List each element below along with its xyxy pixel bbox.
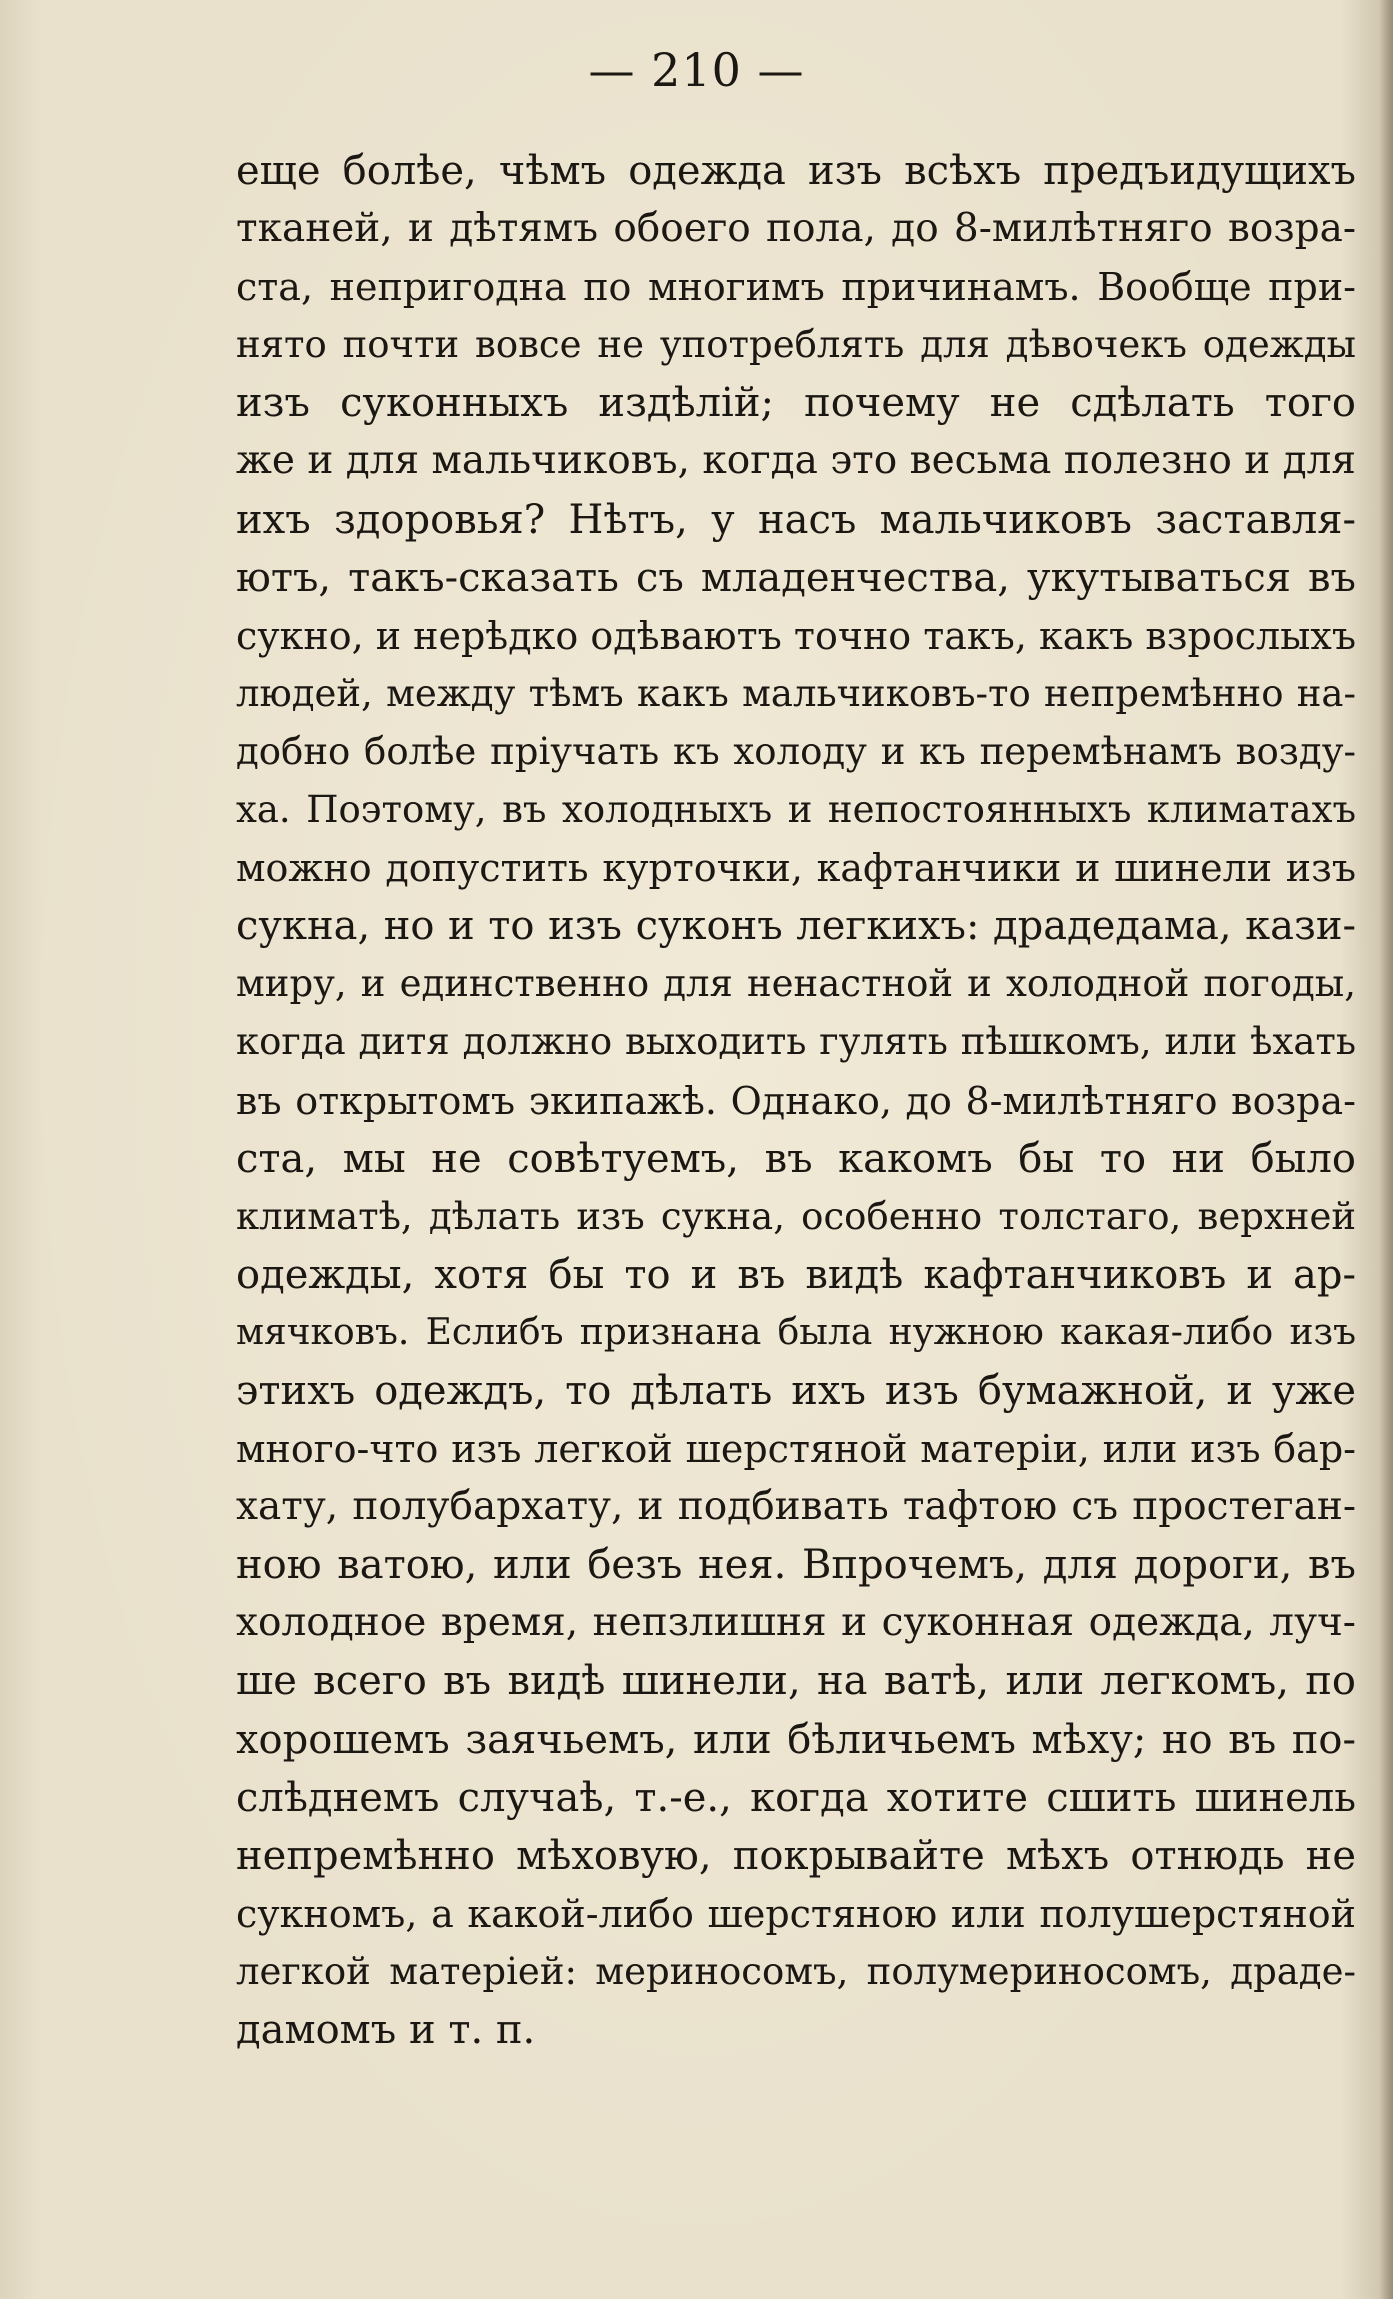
text-line: нято почти вовсе не употреблять для дѣвочекъ одежды <box>236 323 1356 367</box>
text-line: ихъ здоровья? Нѣтъ, у насъ мальчиковъ заставля- <box>236 496 1356 543</box>
text-line: слѣднемъ случаѣ, т.-е., когда хотите сшить шинель <box>236 1774 1356 1821</box>
text-line: ха. Поэтому, въ холодныхъ и непостоянныхъ климатахъ <box>236 788 1356 832</box>
text-line: же и для мальчиковъ, когда это весьма полезно и для <box>236 438 1356 484</box>
text-line: хорошемъ заячьемъ, или бѣличьемъ мѣху; но въ по- <box>236 1716 1356 1763</box>
text-line: климатѣ, дѣлать изъ сукна, особенно толстаго, верхней <box>236 1194 1356 1238</box>
text-line: легкой матеріей: мериносомъ, полумериносомъ, драде- <box>236 1949 1356 1993</box>
text-line: ста, мы не совѣтуемъ, въ какомъ бы то ни было <box>236 1135 1356 1182</box>
text-line: этихъ одеждъ, то дѣлать ихъ изъ бумажной, и уже <box>236 1367 1356 1414</box>
text-line: мячковъ. Еслибъ признана была нужною какая-либо изъ <box>236 1311 1356 1353</box>
text-line: хату, полубархату, и подбивать тафтою съ простеган- <box>236 1484 1356 1530</box>
text-line: сукно, и нерѣдко одѣваютъ точно такъ, какъ взрослыхъ <box>236 613 1356 658</box>
text-line: миру, и единственно для ненастной и холодной погоды, <box>236 962 1356 1006</box>
text-line: ною ватою, или безъ нея. Впрочемъ, для дороги, въ <box>236 1542 1356 1589</box>
text-line: тканей, и дѣтямъ обоего пола, до 8-милѣтняго возра- <box>236 206 1356 252</box>
text-line: непремѣнно мѣховую, покрывайте мѣхъ отнюдь не <box>236 1832 1356 1879</box>
text-line: ста, непригодна по многимъ причинамъ. Вообще при- <box>236 265 1356 310</box>
text-line: изъ суконныхъ издѣлій; почему не сдѣлать того <box>236 380 1356 427</box>
text-line: еще болѣе, чѣмъ одежда изъ всѣхъ предъидущихъ <box>236 148 1356 194</box>
page-number: — 210 — <box>588 43 805 97</box>
text-line: сукна, но и то изъ суконъ легкихъ: драдедама, кази- <box>236 903 1356 950</box>
text-line: дамомъ и т. п. <box>236 2007 536 2053</box>
text-line: ше всего въ видѣ шинели, на ватѣ, или легкомъ, по <box>236 1658 1356 1705</box>
text-line: сукномъ, а какой-либо шерстяною или полушерстяной <box>236 1891 1356 1936</box>
text-line: одежды, хотя бы то и въ видѣ кафтанчиковъ и ар- <box>236 1251 1356 1298</box>
body-text <box>236 142 1356 2059</box>
text-line: холодное время, непзлишня и суконная одежда, луч- <box>236 1600 1356 1646</box>
text-line: добно болѣе пріучать къ холоду и къ перемѣнамъ возду- <box>236 729 1356 773</box>
text-line: когда дитя должно выходить гулять пѣшкомъ, или ѣхать <box>236 1020 1356 1064</box>
text-line: людей, между тѣмъ какъ мальчиковъ-то непремѣнно на- <box>236 671 1356 715</box>
text-line: въ открытомъ экипажѣ. Однако, до 8-милѣтняго возра- <box>236 1078 1356 1123</box>
text-line: можно допустить курточки, кафтанчики и шинели изъ <box>236 846 1356 891</box>
page-edge-shadow <box>1379 0 1393 2299</box>
text-line: ютъ, такъ-сказать съ младенчества, укутываться въ <box>236 554 1356 601</box>
text-line: много-что изъ легкой шерстяной матеріи, или изъ бар- <box>236 1427 1356 1472</box>
